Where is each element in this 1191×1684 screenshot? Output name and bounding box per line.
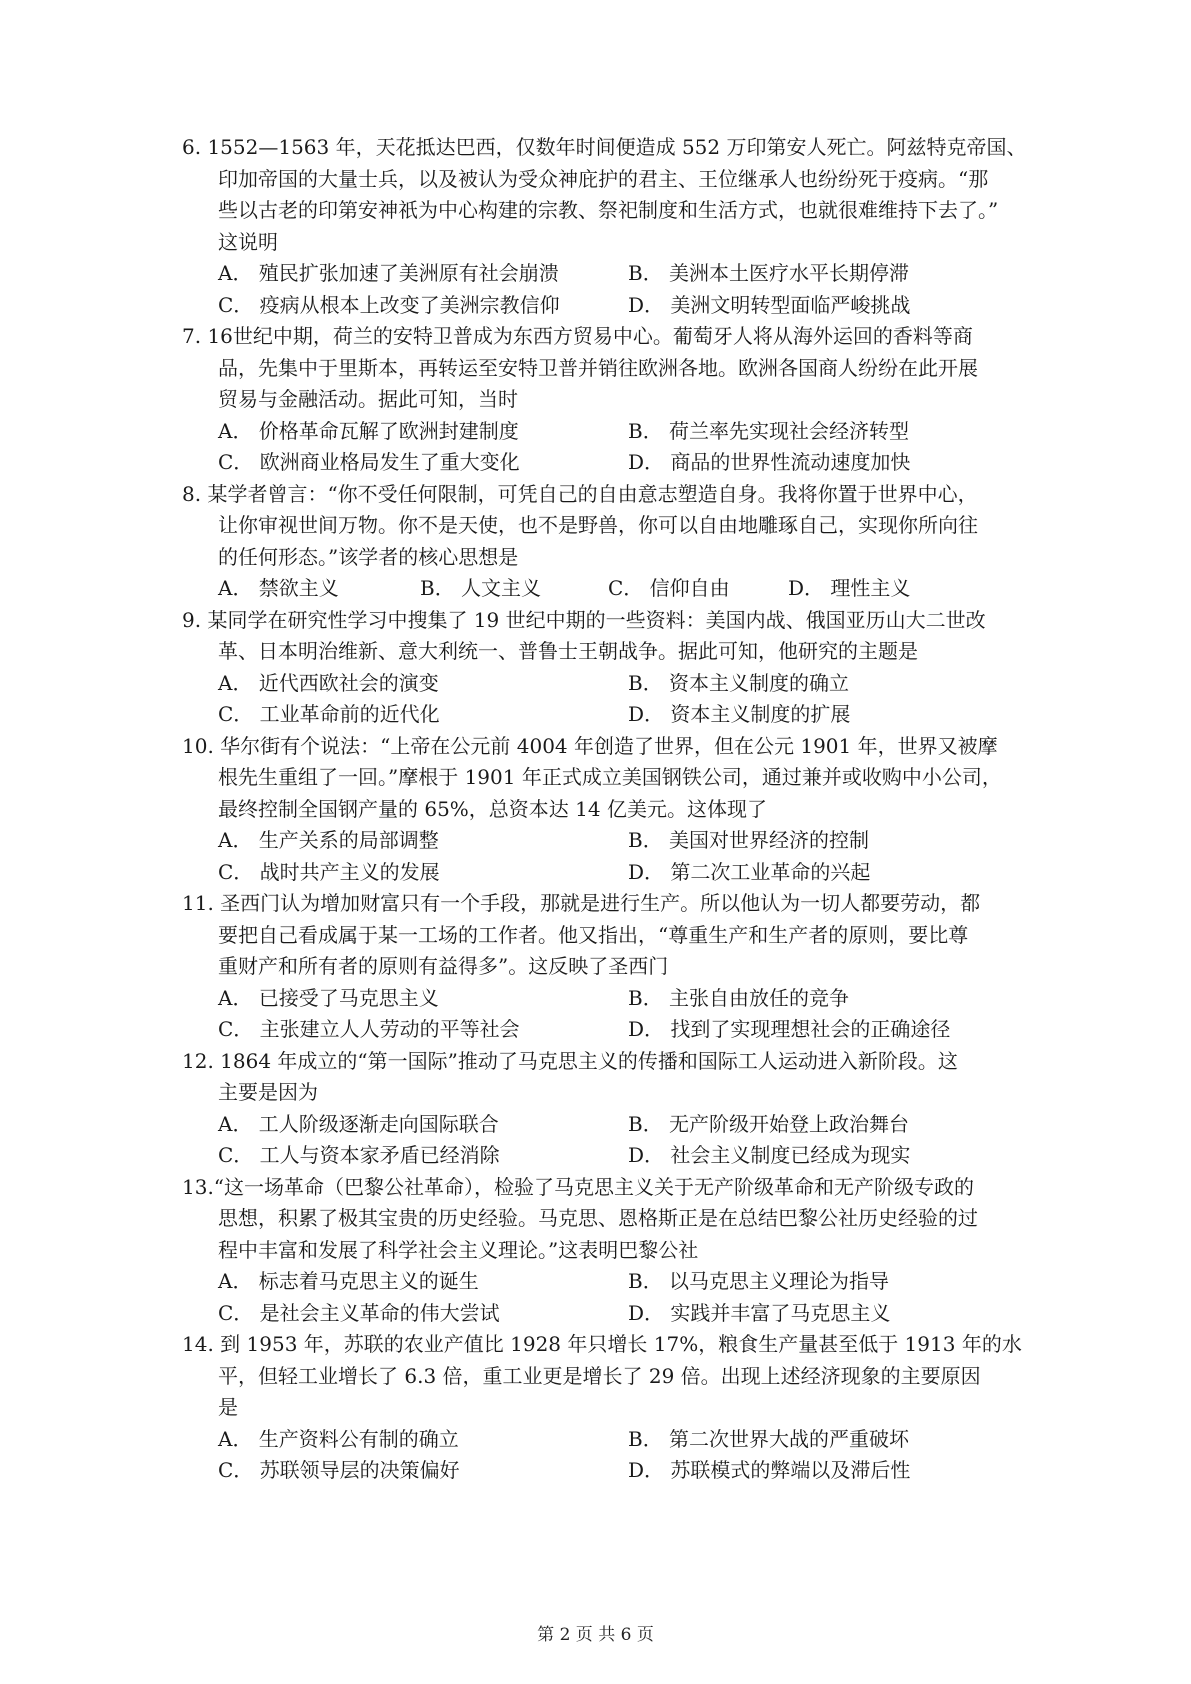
option-c[interactable]: C． 工业革命前的近代化 bbox=[218, 702, 440, 726]
options-row bbox=[0, 447, 1191, 479]
question-stem-line: 革、日本明治维新、意大利统一、普鲁士王朝战争。据此可知，他研究的主题是 bbox=[218, 639, 918, 663]
option-c[interactable]: C． 主张建立人人劳动的平等社会 bbox=[218, 1017, 520, 1041]
question-stem-line: 这说明 bbox=[218, 229, 278, 254]
options-row bbox=[0, 290, 1191, 322]
options-row bbox=[0, 983, 1191, 1015]
question-stem-line: 重财产和所有者的原则有益得多”。这反映了圣西门 bbox=[218, 954, 669, 978]
question-stem-line: 些以古老的印第安神祇为中心构建的宗教、祭祀制度和生活方式，也就很难维持下去了。” bbox=[218, 198, 999, 222]
option-c[interactable]: C． 是社会主义革命的伟大尝试 bbox=[218, 1300, 500, 1325]
options-row bbox=[0, 1455, 1191, 1487]
options-row bbox=[0, 668, 1191, 700]
question-stem-first-line: 12. 1864 年成立的“第一国际”推动了马克思主义的传播和国际工人运动进入新阶段。这 bbox=[182, 1048, 958, 1073]
question-stem-first-line: 11. 圣西门认为增加财富只有一个手段，那就是进行生产。所以他认为一切人都要劳动，都 bbox=[182, 891, 981, 915]
option-b[interactable]: B． 第二次世界大战的严重破坏 bbox=[628, 1426, 910, 1451]
question-block bbox=[0, 1172, 1191, 1330]
question-stem-line: 让你审视世间万物。你不是天使，也不是野兽，你可以自由地雕琢自己，实现你所向往 bbox=[218, 513, 978, 537]
question-block bbox=[0, 888, 1191, 1046]
option-b[interactable]: B． 无产阶级开始登上政治舞台 bbox=[628, 1111, 910, 1136]
option-d[interactable]: D． 第二次工业革命的兴起 bbox=[628, 859, 871, 884]
question-stem-line: 印加帝国的大量士兵，以及被认为受众神庇护的君主、王位继承人也纷纷死于疫病。“那 bbox=[218, 166, 989, 191]
option-c[interactable]: C． 战时共产主义的发展 bbox=[218, 859, 440, 884]
page-number-text: 第 2 页 共 6 页 bbox=[537, 1625, 654, 1645]
question-stem-first-line: 14. 到 1953 年，苏联的农业产值比 1928 年只增长 17%，粮食生产量甚至低于 1913 年的水 bbox=[182, 1332, 1022, 1356]
option-b[interactable]: B． 美国对世界经济的控制 bbox=[628, 828, 870, 852]
option-d[interactable]: D． 美洲文明转型面临严峻挑战 bbox=[628, 292, 911, 317]
question-stem-line: 要把自己看成属于某一工场的工作者。他又指出，“尊重生产和生产者的原则，要比尊 bbox=[218, 922, 969, 947]
option-b[interactable]: B． 资本主义制度的确立 bbox=[628, 670, 850, 695]
option-a[interactable]: A． 近代西欧社会的演变 bbox=[218, 670, 439, 695]
question-stem-line: 的任何形态。”该学者的核心思想是 bbox=[218, 544, 519, 569]
option-d[interactable]: D． 实践并丰富了马克思主义 bbox=[628, 1300, 891, 1325]
options-row bbox=[0, 1014, 1191, 1046]
option-b[interactable]: B． 美洲本土医疗水平长期停滞 bbox=[628, 261, 910, 285]
option-a[interactable]: A． 生产关系的局部调整 bbox=[218, 828, 439, 852]
option-a[interactable]: A． 标志着马克思主义的诞生 bbox=[218, 1269, 479, 1293]
question-block bbox=[0, 731, 1191, 889]
option-d[interactable]: D． 资本主义制度的扩展 bbox=[628, 702, 851, 726]
question-stem-first-line: 6. 1552—1563 年，天花抵达巴西，仅数年时间便造成 552 万印第安人死亡。阿兹特克帝国、 bbox=[182, 135, 1027, 159]
option-a[interactable]: A． 已接受了马克思主义 bbox=[218, 985, 439, 1010]
options-row bbox=[0, 825, 1191, 857]
option-a[interactable]: A． 生产资料公有制的确立 bbox=[218, 1426, 459, 1451]
options-row bbox=[0, 1424, 1191, 1456]
options-row bbox=[0, 1140, 1191, 1172]
option-a[interactable]: A． 禁欲主义 bbox=[218, 576, 339, 600]
question-stem-first-line: 13.“这一场革命（巴黎公社革命），检验了马克思主义关于无产阶级革命和无产阶级专政的 bbox=[182, 1174, 975, 1199]
options-row bbox=[0, 573, 1191, 605]
question-stem-line: 品，先集中于里斯本，再转运至安特卫普并销往欧洲各地。欧洲各国商人纷纷在此开展 bbox=[218, 355, 978, 380]
options-row bbox=[0, 699, 1191, 731]
option-b[interactable]: B． 以马克思主义理论为指导 bbox=[628, 1269, 890, 1293]
question-stem-first-line: 8. 某学者曾言：“你不受任何限制，可凭自己的自由意志塑造自身。我将你置于世界中心， bbox=[182, 481, 978, 506]
option-c[interactable]: C． 疫病从根本上改变了美洲宗教信仰 bbox=[218, 292, 560, 317]
option-a[interactable]: A． 价格革命瓦解了欧洲封建制度 bbox=[218, 418, 519, 443]
option-b[interactable]: B． 主张自由放任的竞争 bbox=[628, 985, 850, 1010]
options-row bbox=[0, 1109, 1191, 1141]
question-block bbox=[0, 1046, 1191, 1172]
question-block bbox=[0, 132, 1191, 321]
option-d[interactable]: D． 苏联模式的弊端以及滞后性 bbox=[628, 1458, 911, 1482]
page-footer bbox=[0, 1620, 1191, 1645]
question-stem-line: 平，但轻工业增长了 6.3 倍，重工业更是增长了 29 倍。出现上述经济现象的主要原因 bbox=[218, 1363, 981, 1388]
option-c[interactable]: C． 苏联领导层的决策偏好 bbox=[218, 1458, 460, 1482]
options-row bbox=[0, 1266, 1191, 1298]
option-a[interactable]: A． 工人阶级逐渐走向国际联合 bbox=[218, 1111, 499, 1136]
question-stem-first-line: 9. 某同学在研究性学习中搜集了 19 世纪中期的一些资料：美国内战、俄国亚历山大二世改 bbox=[182, 607, 986, 632]
question-list bbox=[0, 132, 1191, 1487]
option-a[interactable]: A． 殖民扩张加速了美洲原有社会崩溃 bbox=[218, 261, 559, 285]
question-block bbox=[0, 605, 1191, 731]
options-row bbox=[0, 857, 1191, 889]
question-stem-line: 最终控制全国钢产量的 65%，总资本达 14 亿美元。这体现了 bbox=[218, 796, 767, 821]
option-d[interactable]: D． 理性主义 bbox=[788, 576, 911, 600]
option-c[interactable]: C． 欧洲商业格局发生了重大变化 bbox=[218, 450, 520, 474]
option-d[interactable]: D． 社会主义制度已经成为现实 bbox=[628, 1143, 911, 1167]
options-row bbox=[0, 416, 1191, 448]
option-b[interactable]: B． 荷兰率先实现社会经济转型 bbox=[628, 418, 910, 443]
question-stem-line: 根先生重组了一回。”摩根于 1901 年正式成立美国钢铁公司，通过兼并或收购中小公司， bbox=[218, 765, 1002, 789]
question-stem-first-line: 10. 华尔街有个说法：“上帝在公元前 4004 年创造了世界，但在公元 1901 年，世界又被摩 bbox=[182, 733, 998, 758]
question-stem-line: 思想，积累了极其宝贵的历史经验。马克思、恩格斯正是在总结巴黎公社历史经验的过 bbox=[218, 1206, 978, 1230]
question-stem-line: 贸易与金融活动。据此可知，当时 bbox=[218, 387, 518, 411]
options-row bbox=[0, 258, 1191, 290]
question-stem-first-line: 7. 16世纪中期，荷兰的安特卫普成为东西方贸易中心。葡萄牙人将从海外运回的香料等商 bbox=[182, 324, 973, 348]
question-stem-line: 是 bbox=[218, 1395, 238, 1419]
option-d[interactable]: D． 商品的世界性流动速度加快 bbox=[628, 450, 911, 474]
question-block bbox=[0, 479, 1191, 605]
option-c[interactable]: C． 工人与资本家矛盾已经消除 bbox=[218, 1143, 500, 1167]
option-c[interactable]: C． 信仰自由 bbox=[608, 576, 730, 600]
question-stem-line: 主要是因为 bbox=[218, 1080, 318, 1104]
option-b[interactable]: B． 人文主义 bbox=[420, 576, 542, 600]
option-d[interactable]: D． 找到了实现理想社会的正确途径 bbox=[628, 1017, 951, 1041]
question-block bbox=[0, 321, 1191, 479]
question-stem-line: 程中丰富和发展了科学社会主义理论。”这表明巴黎公社 bbox=[218, 1237, 699, 1262]
options-row bbox=[0, 1298, 1191, 1330]
question-block bbox=[0, 1329, 1191, 1487]
